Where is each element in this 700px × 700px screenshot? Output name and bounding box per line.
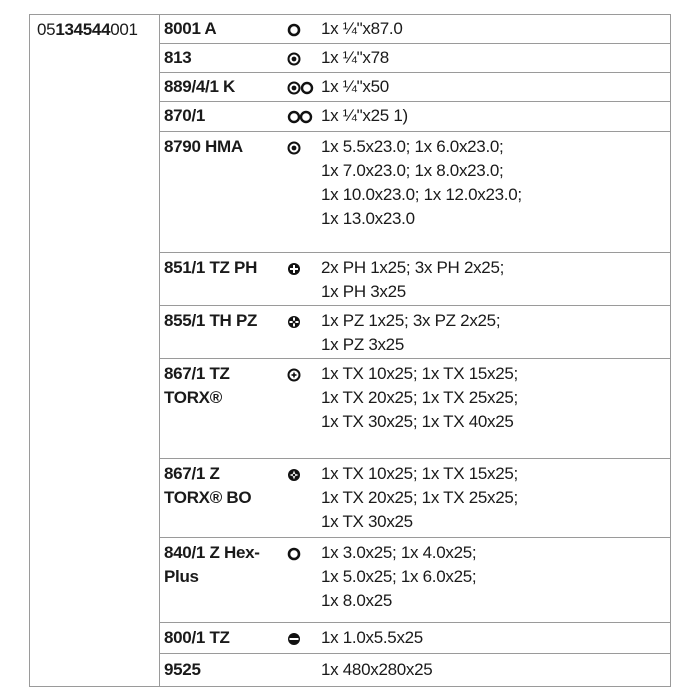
- phillips-icon: [287, 262, 317, 276]
- description-line: 1x TX 30x25; 1x TX 40x25: [321, 412, 514, 431]
- table-row: [29, 102, 671, 132]
- description-line: 1x ¼"x78: [321, 48, 389, 67]
- article-bold: 134544: [55, 20, 111, 39]
- model-line: 867/1 TZ: [164, 364, 230, 383]
- table-row: [29, 654, 671, 687]
- table-row: [29, 538, 671, 623]
- torx-bo-icon: [287, 468, 317, 482]
- description: [321, 17, 402, 41]
- article-prefix: 05: [37, 20, 56, 39]
- description-line: 1x TX 10x25; 1x TX 15x25;: [321, 364, 518, 383]
- model-name: [164, 135, 243, 159]
- hex-socket-icon: [287, 23, 317, 37]
- model-name: [164, 104, 205, 128]
- description: [321, 309, 500, 357]
- table-row: [29, 44, 671, 73]
- description: [321, 135, 522, 231]
- table-row: [29, 14, 671, 44]
- parts-table: [29, 14, 671, 687]
- description-line: 2x PH 1x25; 3x PH 2x25;: [321, 258, 505, 277]
- description: [321, 658, 432, 682]
- description-line: 1x 5.0x25; 1x 6.0x25;: [321, 567, 477, 586]
- description-line: 1x TX 20x25; 1x TX 25x25;: [321, 488, 518, 507]
- description: [321, 362, 518, 434]
- description-line: 1x 480x280x25: [321, 660, 433, 679]
- bit-holder-double-icon: [287, 81, 317, 95]
- description: [321, 75, 389, 99]
- model-line: 9525: [164, 660, 201, 679]
- model-name: [164, 309, 257, 333]
- slotted-icon: [287, 632, 317, 646]
- model-line: 840/1 Z Hex-: [164, 543, 260, 562]
- model-line: TORX® BO: [164, 488, 252, 507]
- socket-dot-icon: [287, 141, 317, 155]
- model-line: 851/1 TZ PH: [164, 258, 258, 277]
- description: [321, 46, 389, 70]
- description-line: 1x 10.0x23.0; 1x 12.0x23.0;: [321, 185, 522, 204]
- table-row: [29, 132, 671, 253]
- description-line: 1x TX 30x25: [321, 512, 413, 531]
- description-line: 1x 7.0x23.0; 1x 8.0x23.0;: [321, 161, 504, 180]
- model-line: Plus: [164, 567, 199, 586]
- description-line: 1x 3.0x25; 1x 4.0x25;: [321, 543, 477, 562]
- model-line: 8001 A: [164, 19, 217, 38]
- description: [321, 256, 504, 304]
- description-line: 1x PZ 1x25; 3x PZ 2x25;: [321, 311, 501, 330]
- model-line: TORX®: [164, 388, 222, 407]
- table-row: [29, 459, 671, 538]
- description-line: 1x 5.5x23.0; 1x 6.0x23.0;: [321, 137, 504, 156]
- description-line: 1x ¼"x25 1): [321, 106, 408, 125]
- adapter-double-icon: [287, 110, 317, 124]
- model-name: [164, 75, 235, 99]
- pozidriv-icon: [287, 315, 317, 329]
- model-line: 855/1 TH PZ: [164, 311, 258, 330]
- article-suffix: 001: [110, 20, 138, 39]
- model-name: [164, 256, 257, 280]
- table-row: [29, 306, 671, 359]
- description: [321, 462, 518, 534]
- description-line: 1x PZ 3x25: [321, 335, 404, 354]
- table-row: [29, 253, 671, 306]
- hex-plus-icon: [287, 547, 317, 561]
- model-name: [164, 658, 201, 682]
- model-name: [164, 626, 230, 650]
- description-line: 1x TX 20x25; 1x TX 25x25;: [321, 388, 518, 407]
- model-line: 870/1: [164, 106, 206, 125]
- model-name: [164, 17, 216, 41]
- table-row: [29, 359, 671, 459]
- model-line: 8790 HMA: [164, 137, 243, 156]
- description-line: 1x 13.0x23.0: [321, 209, 415, 228]
- description: [321, 104, 408, 128]
- model-line: 867/1 Z: [164, 464, 220, 483]
- model-line: 813: [164, 48, 192, 67]
- model-name: [164, 46, 191, 70]
- model-name: [164, 541, 260, 589]
- table-row: [29, 623, 671, 654]
- bit-holder-icon: [287, 52, 317, 66]
- model-line: 800/1 TZ: [164, 628, 230, 647]
- torx-icon: [287, 368, 317, 382]
- description-line: 1x ¼"x87.0: [321, 19, 403, 38]
- description: [321, 626, 423, 650]
- model-name: [164, 362, 230, 410]
- model-name: [164, 462, 251, 510]
- model-line: 889/4/1 K: [164, 77, 236, 96]
- table-row: [29, 73, 671, 102]
- description-line: 1x 8.0x25: [321, 591, 393, 610]
- description-line: 1x ¼"x50: [321, 77, 389, 96]
- description-line: 1x TX 10x25; 1x TX 15x25;: [321, 464, 518, 483]
- description: [321, 541, 476, 613]
- description-line: 1x 1.0x5.5x25: [321, 628, 423, 647]
- description-line: 1x PH 3x25: [321, 282, 406, 301]
